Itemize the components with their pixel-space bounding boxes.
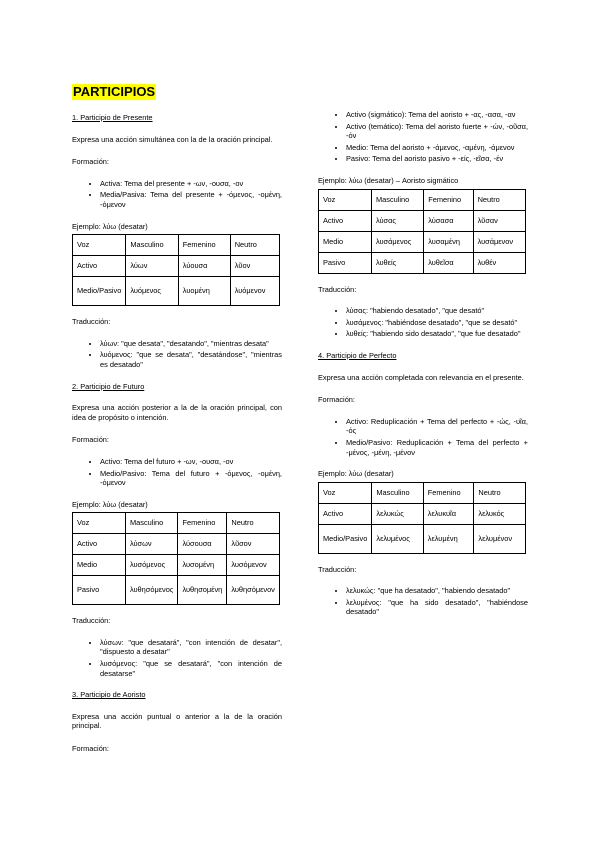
table-cell: λελυκώς [372,503,423,524]
list-item: • Media/Pasiva: Tema del presente + -όμενος, -ομένη, -όμενον [100,190,282,209]
list-item: • λυσάμενος: "habiéndose desatado", "que se desató" [346,318,528,328]
table-cell: Activo [319,503,372,524]
section-heading-presente: 1. Participio de Presente [72,113,153,122]
formacion-label: Formación: [72,157,109,167]
table-cell: λελυμένος [372,524,423,553]
formacion-label: Formación: [318,395,355,405]
traduccion-label: Traducción: [318,284,357,294]
example-label: Ejemplo: λύω (desatar) [72,221,148,231]
table-cell: λύσασα [424,210,473,231]
table-cell: λυσάμενον [473,231,525,252]
list-item: • Medio: Tema del aoristo + -άμενος, -αμένη, -άμενον [346,143,528,153]
table-header-row [73,513,280,534]
table-header: Neutro [230,235,279,256]
table-header: Masculino [126,513,178,534]
table-row [319,524,526,553]
table-cell: λυθέν [473,252,525,273]
traduccion-label: Traducción: [72,616,111,626]
table-header: Voz [319,482,372,503]
formacion-list [72,179,282,210]
list-item: • Activo: Reduplicación + Tema del perfecto + -ώς, -υῖα, -ός [346,417,528,436]
table-cell: λῦσον [227,534,280,555]
formacion-label: Formación: [72,435,109,445]
table-row [73,576,280,605]
table-cell: λύσων [126,534,178,555]
traduccion-list [318,586,528,617]
paradigm-table [318,482,526,554]
table-cell: λελυκυῖα [423,503,474,524]
formacion-label: Formación: [72,744,109,754]
page-title: PARTICIPIOS [73,84,156,99]
table-cell: λελυμένη [423,524,474,553]
table-cell: λυόμενος [126,277,178,306]
list-item: • λυσόμενος: "que se desatará", "con intención de desatarse" [100,659,282,678]
example-label: Ejemplo: λύω (desatar) [72,499,148,509]
table-header-row [319,482,526,503]
table-cell: λυθησόμενος [126,576,178,605]
section-description: Expresa una acción simultánea con la de la oración principal. [72,134,273,144]
table-row [319,231,526,252]
table-cell: λύων [126,256,178,277]
table-cell: Medio [319,231,372,252]
table-cell: Pasivo [73,576,126,605]
table-header: Masculino [372,189,424,210]
example-label: Ejemplo: λύω (desatar) [318,469,394,479]
paradigm-table [72,234,280,306]
list-item: • λελυμένος: "que ha sido desatado", "habiéndose desatado" [346,598,528,617]
list-item: • λελυκώς: "que ha desatado", "habiendo desatado" [346,586,528,596]
table-cell: λυθεῖσα [424,252,473,273]
table-cell: λῦον [230,256,279,277]
table-cell: λύσας [372,210,424,231]
list-item: • Medio/Pasivo: Tema del futuro + -όμενος, -ομένη, -όμενον [100,469,282,488]
table-row [73,534,280,555]
list-item: • λυόμενος: "que se desata", "desatándose", "mientras es desatado" [100,350,282,369]
table-header: Voz [73,235,126,256]
table-header: Neutro [474,482,526,503]
traduccion-label: Traducción: [72,317,111,327]
table-cell: λῦσαν [473,210,525,231]
formacion-list [318,110,528,164]
table-header: Femenino [178,235,230,256]
traduccion-label: Traducción: [318,564,357,574]
table-cell: λυθησομένη [178,576,227,605]
list-item: • λυθείς: "habiendo sido desatado", "que fue desatado" [346,329,528,339]
table-cell: λυθείς [372,252,424,273]
list-item: • Pasivo: Tema del aoristo pasivo + -είς, -εῖσα, -έν [346,154,528,164]
table-header: Femenino [178,513,227,534]
table-cell: λυθησόμενον [227,576,280,605]
table-cell: Pasivo [319,252,372,273]
table-cell: λελυμένον [474,524,526,553]
section-description: Expresa una acción completada con relevancia en el presente. [318,372,524,382]
table-cell: λύουσα [178,256,230,277]
list-item: • λύσας: "habiendo desatado", "que desató" [346,306,528,316]
table-row [73,256,280,277]
table-cell: λυομένη [178,277,230,306]
right-column [318,110,528,629]
table-cell: λύσουσα [178,534,227,555]
section-heading-futuro: 2. Participio de Futuro [72,381,145,391]
section-description: Expresa una acción posterior a la de la oración principal, con idea de propósito o intención. [72,403,282,422]
formacion-list [318,417,528,457]
list-item: • Medio/Pasivo: Reduplicación + Tema del perfecto + -μένος, -μένη, -μένον [346,438,528,457]
table-cell: λυσάμενος [372,231,424,252]
table-cell: Activo [319,210,372,231]
table-cell: λελυκός [474,503,526,524]
table-header: Voz [73,513,126,534]
table-cell: λυσόμενος [126,555,178,576]
table-header: Masculino [372,482,423,503]
traduccion-list [318,306,528,339]
list-item: • Activa: Tema del presente + -ων, -ουσα, -ον [100,179,282,189]
table-header: Masculino [126,235,178,256]
left-column [72,84,282,766]
table-cell: Activo [73,534,126,555]
formacion-list [72,457,282,488]
table-row [319,252,526,273]
section-heading-perfecto: 4. Participio de Perfecto [318,350,397,360]
table-header: Neutro [227,513,280,534]
table-row [319,210,526,231]
list-item: • Activo (sigmático): Tema del aoristo + -ας, -ασα, -αν [346,110,528,120]
paradigm-table [72,512,280,605]
table-cell: Activo [73,256,126,277]
section-description: Expresa una acción puntual o anterior a la de la oración principal. [72,711,282,731]
table-header: Voz [319,189,372,210]
table-cell: Medio [73,555,126,576]
table-cell: λυσόμενον [227,555,280,576]
table-cell: Medio/Pasivo [73,277,126,306]
section-heading-aoristo: 3. Participio de Aoristo [72,690,146,700]
list-item: • Activo: Tema del futuro + -ων, -ουσα, -ον [100,457,282,467]
table-header-row [319,189,526,210]
table-cell: λυσομένη [178,555,227,576]
table-header: Femenino [424,189,473,210]
table-cell: λυόμενον [230,277,279,306]
traduccion-list [72,638,282,678]
table-header: Femenino [423,482,474,503]
traduccion-list [72,339,282,370]
table-row [319,503,526,524]
list-item: • Activo (temático): Tema del aoristo fuerte + -ών, -οῦσα, -όν [346,122,528,141]
table-header-row [73,235,280,256]
table-header: Neutro [473,189,525,210]
list-item: • λύσων: "que desatará", "con intención de desatar", "dispuesto a desatar" [100,638,282,657]
list-item: • λύων: "que desata", "desatando", "mientras desata" [100,339,282,349]
table-cell: λυσαμένη [424,231,473,252]
table-row [73,277,280,306]
table-cell: Medio/Pasivo [319,524,372,553]
table-row [73,555,280,576]
example-label: Ejemplo: λύω (desatar) – Aoristo sigmático [318,175,459,185]
paradigm-table [318,189,526,274]
